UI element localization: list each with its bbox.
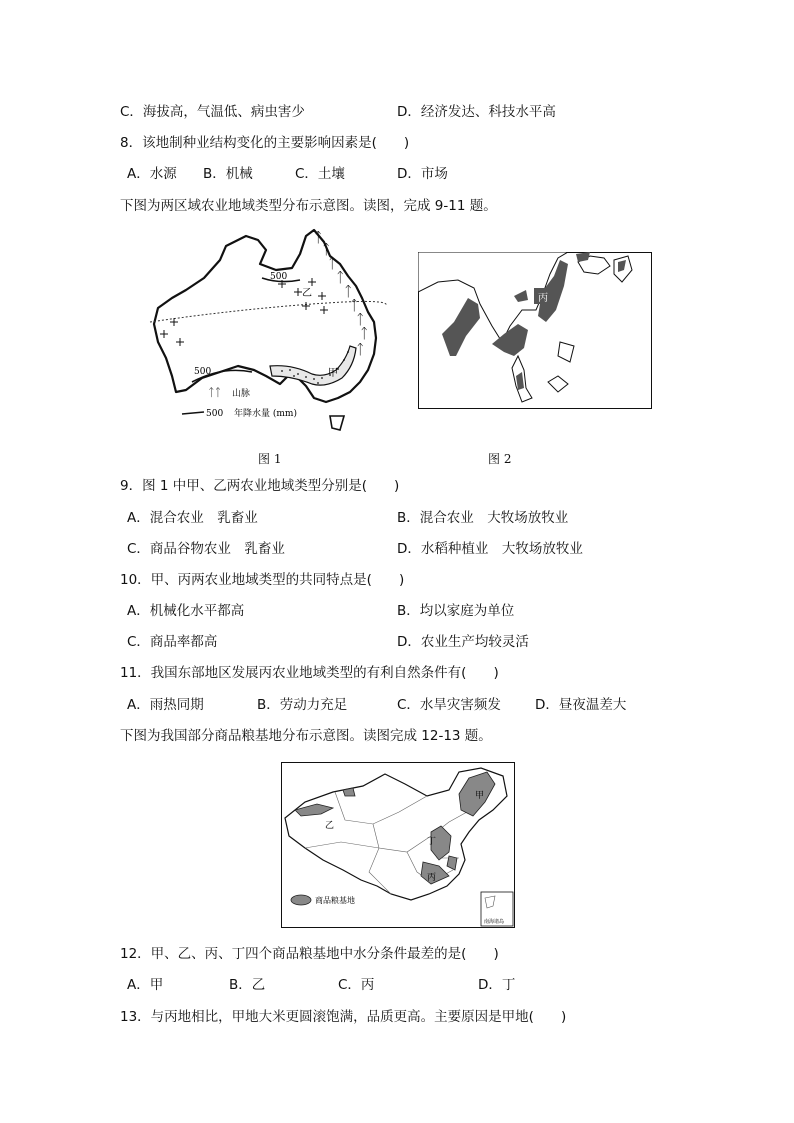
q8-option-d: D．市场 bbox=[397, 166, 448, 182]
svg-text:ᛏ: ᛏ bbox=[356, 312, 365, 328]
legend-isohyet-icon bbox=[182, 412, 204, 414]
q9-option-b: B．混合农业 大牧场放牧业 bbox=[397, 510, 569, 526]
svg-text:ᛏ: ᛏ bbox=[350, 298, 359, 314]
q9-option-a: A．混合农业 乳畜业 bbox=[127, 510, 258, 526]
fig1-label-yi: 乙 bbox=[302, 288, 312, 299]
fig2-label-bing: 丙 bbox=[538, 293, 548, 304]
q10-stem: 10．甲、丙两农业地域类型的共同特点是( ) bbox=[120, 572, 405, 588]
q11-option-d: D．昼夜温差大 bbox=[535, 697, 627, 713]
fig1-legend-rain: 年降水量 (mm) bbox=[234, 409, 297, 419]
q12-option-d: D．丁 bbox=[478, 977, 516, 993]
figure-3-china-map bbox=[281, 762, 515, 928]
q8-stem: 8．该地制种业结构变化的主要影响因素是( ) bbox=[120, 135, 410, 151]
svg-text:ᛏ: ᛏ bbox=[322, 242, 331, 258]
q13-stem: 13．与丙地相比，甲地大米更圆滚饱满，品质更高。主要原因是甲地( ) bbox=[120, 1009, 567, 1025]
q11-stem: 11．我国东部地区发展丙农业地域类型的有利自然条件有( ) bbox=[120, 665, 499, 681]
figure-2-caption: 图 2 bbox=[488, 452, 512, 466]
fig1-label-jia: 甲 bbox=[328, 368, 338, 379]
fig3-label-jia: 甲 bbox=[475, 791, 485, 801]
q9-option-c: C．商品谷物农业 乳畜业 bbox=[127, 541, 285, 557]
legend-grain-base-icon bbox=[291, 895, 311, 905]
q8-option-c: C．土壤 bbox=[295, 166, 345, 182]
q11-option-b: B．劳动力充足 bbox=[257, 697, 348, 713]
fig1-label-500-top: 500 bbox=[270, 272, 288, 282]
q12-option-a: A．甲 bbox=[127, 977, 164, 993]
fig3-label-ding: 丁 bbox=[427, 837, 437, 847]
q12-option-b: B．乙 bbox=[229, 977, 266, 993]
q10-option-a: A．机械化水平都高 bbox=[127, 603, 245, 619]
q10-option-d: D．农业生产均较灵活 bbox=[397, 634, 529, 650]
q7-option-c: C．海拔高，气温低、病虫害少 bbox=[120, 104, 305, 120]
fig3-label-bing: 丙 bbox=[427, 873, 437, 883]
svg-text:ᛏ: ᛏ bbox=[314, 230, 323, 246]
q7-option-d: D．经济发达、科技水平高 bbox=[397, 104, 556, 120]
svg-text:ᛏ: ᛏ bbox=[344, 284, 353, 300]
legend-mountain-icon: ᛏᛏ bbox=[208, 386, 222, 399]
q8-option-a: A．水源 bbox=[127, 166, 177, 182]
fig3-inset-label: 南海诸岛 bbox=[484, 919, 505, 925]
fig1-legend-mountain: 山脉 bbox=[232, 389, 251, 399]
q12-option-c: C．丙 bbox=[338, 977, 375, 993]
q12-stem: 12．甲、乙、丙、丁四个商品粮基地中水分条件最差的是( ) bbox=[120, 946, 499, 962]
q9-stem: 9．图 1 中甲、乙两农业地域类型分别是( ) bbox=[120, 478, 400, 494]
intro-9-11: 下图为两区域农业地域类型分布示意图。读图，完成 9-11 题。 bbox=[120, 198, 497, 214]
fig1-legend-rain-value: 500 bbox=[206, 409, 224, 419]
q10-option-b: B．均以家庭为单位 bbox=[397, 603, 515, 619]
q11-option-c: C．水旱灾害频发 bbox=[397, 697, 501, 713]
figure-2-asia-map bbox=[418, 252, 652, 409]
figure-1-australia-map bbox=[142, 226, 392, 438]
q9-option-d: D．水稻种植业 大牧场放牧业 bbox=[397, 541, 583, 557]
figure-1-caption: 图 1 bbox=[258, 452, 282, 466]
intro-12-13: 下图为我国部分商品粮基地分布示意图。读图完成 12-13 题。 bbox=[120, 728, 492, 744]
q10-option-c: C．商品率都高 bbox=[127, 634, 218, 650]
svg-text:ᛏ: ᛏ bbox=[360, 326, 369, 342]
svg-text:ᛏ: ᛏ bbox=[336, 270, 345, 286]
fig1-label-500-bottom: 500 bbox=[194, 367, 212, 377]
svg-text:ᛏ: ᛏ bbox=[356, 342, 365, 358]
q11-option-a: A．雨热同期 bbox=[127, 697, 204, 713]
q8-option-b: B．机械 bbox=[203, 166, 253, 182]
fig3-legend: 商品粮基地 bbox=[315, 896, 355, 905]
fig3-label-yi: 乙 bbox=[325, 821, 335, 831]
svg-text:ᛏ: ᛏ bbox=[328, 256, 337, 272]
